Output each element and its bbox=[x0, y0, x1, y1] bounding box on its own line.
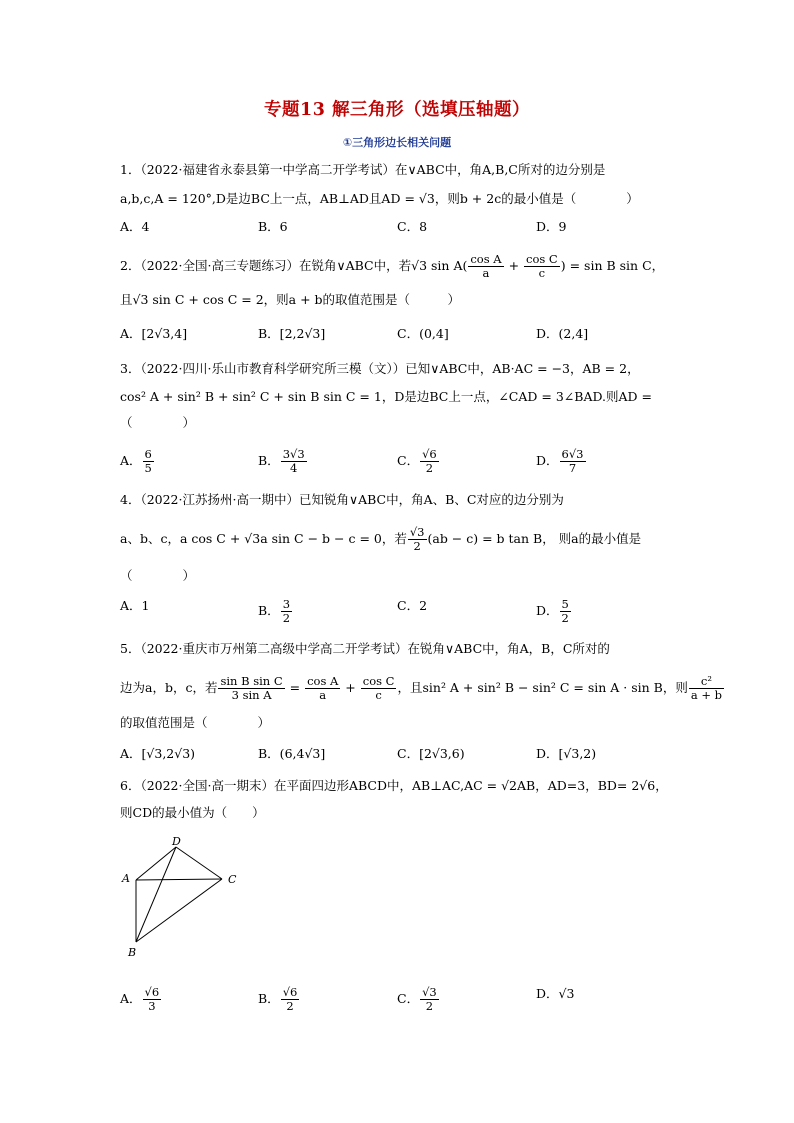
q4-frac-num: √3 bbox=[409, 525, 425, 539]
q2-frac2-num: cos C bbox=[526, 252, 558, 266]
q1-line2: a,b,c,A = 120°,D是边BC上一点，AB⊥AD且AD = √3，则b + 2c的最小值是（ ） bbox=[120, 191, 639, 206]
q4-option-c-text: 2 bbox=[419, 598, 428, 613]
q4-frac-den: 2 bbox=[413, 539, 421, 553]
q4-option-b-num: 3 bbox=[282, 597, 291, 611]
q6-option-b-num: √6 bbox=[282, 985, 298, 999]
q4-option-a-label: A． bbox=[120, 598, 142, 613]
q5-frac4-den: a + b bbox=[690, 688, 723, 702]
q3-option-d-num: 6√3 bbox=[561, 447, 584, 461]
q2-frac1-den: a bbox=[482, 266, 490, 280]
q4-line3: （ ） bbox=[120, 568, 196, 583]
q5-line1: 5．（2022·重庆市万州第二高级中学高二开学考试）在锐角∨ABC中，角A，B，C所对的 bbox=[120, 641, 610, 656]
q3-option-c-label: C． bbox=[397, 453, 420, 468]
edge-AD bbox=[136, 847, 176, 880]
q6-line1: 6．（2022·全国·高一期末）在平面四边形ABCD中，AB⊥AC,AC = √2AB，AD=3，BD= 2√6， bbox=[120, 778, 668, 793]
q4-option-b-den: 2 bbox=[282, 611, 291, 625]
q6-option-c-num: √3 bbox=[422, 985, 437, 999]
q3-option-b-frac bbox=[281, 448, 307, 475]
q4-option-c-label: C． bbox=[397, 598, 420, 613]
q4-option-b[interactable] bbox=[258, 598, 293, 625]
q5-frac4-num: c² bbox=[689, 675, 724, 689]
q5-frac2 bbox=[305, 675, 340, 702]
q2-option-c[interactable]: C．(0,4] bbox=[397, 326, 449, 341]
q4-option-d[interactable] bbox=[536, 598, 572, 625]
q6-line2: 则CD的最小值为（ ） bbox=[120, 805, 265, 820]
q6-option-d[interactable] bbox=[536, 986, 574, 1002]
q5-frac2-num: cos A bbox=[307, 674, 339, 688]
q4-option-b-label: B． bbox=[258, 603, 280, 618]
vertex-label-D: D bbox=[172, 836, 181, 848]
q5-option-c[interactable]: C．[2√3,6) bbox=[397, 746, 465, 761]
q2-frac1-num: cos A bbox=[470, 252, 502, 266]
q6-option-b-label: B． bbox=[258, 991, 280, 1006]
q4-line2 bbox=[120, 526, 680, 553]
q5-option-b[interactable]: B．(6,4√3] bbox=[258, 746, 326, 761]
section-subtitle: ①三角形边长相关问题 bbox=[342, 136, 452, 149]
q1-line1: 1．（2022·福建省永泰县第一中学高二开学考试）在∨ABC中，角A,B,C所对的边分别是 bbox=[120, 162, 606, 177]
q2-line1-start: 2．（2022·全国·高三专题练习）在锐角∨ABC中，若√3 sin A( bbox=[120, 258, 468, 273]
q3-option-c-den: 2 bbox=[425, 461, 434, 475]
q2-plus: + bbox=[504, 258, 524, 273]
q5-frac1 bbox=[218, 675, 284, 702]
q5-line3: 的取值范围是（ ） bbox=[120, 715, 271, 730]
q6-option-a-label: A． bbox=[120, 991, 142, 1006]
q3-option-a-frac bbox=[143, 448, 154, 475]
q3-option-b-label: B． bbox=[258, 453, 280, 468]
q3-option-c-num: √6 bbox=[422, 447, 437, 461]
q3-option-a-label: A． bbox=[120, 453, 142, 468]
vertex-label-A: A bbox=[122, 872, 130, 885]
q5-frac2-den: a bbox=[319, 688, 327, 702]
q5-line2-end: ，且sin² A + sin² B − sin² C = sin A · sin B，则 bbox=[397, 680, 688, 695]
q4-option-d-frac bbox=[560, 598, 571, 625]
q3-option-d-den: 7 bbox=[568, 461, 577, 475]
q6-option-a-num: √6 bbox=[144, 985, 160, 999]
q2-line1 bbox=[120, 253, 680, 280]
q6-option-b[interactable] bbox=[258, 986, 300, 1013]
q4-line1: 4．（2022·江苏扬州·高一期中）已知锐角∨ABC中，角A、B、C对应的边分别为 bbox=[120, 492, 564, 507]
q3-line1: 3．（2022·四川·乐山市教育科学研究所三模（文））已知∨ABC中，AB·AC = −3，AB = 2， bbox=[120, 361, 640, 376]
q1-option-a[interactable]: A．4 bbox=[120, 219, 150, 234]
q2-line1-end: ) = sin B sin C， bbox=[560, 258, 665, 273]
q6-option-a-frac bbox=[143, 986, 162, 1013]
q6-option-c-frac bbox=[420, 986, 439, 1013]
q4-option-d-den: 2 bbox=[561, 611, 569, 625]
q3-option-b[interactable] bbox=[258, 448, 308, 475]
q5-equals: = bbox=[285, 680, 305, 695]
q5-line2-start: 边为a，b，c，若 bbox=[120, 680, 218, 695]
q5-option-a[interactable]: A．[√3,2√3) bbox=[120, 746, 196, 761]
q3-option-c[interactable] bbox=[397, 448, 440, 475]
q4-option-d-num: 5 bbox=[561, 597, 569, 611]
page-title: 专题13 解三角形（选填压轴题） bbox=[264, 100, 530, 120]
q5-frac4 bbox=[689, 675, 724, 702]
vertex-label-B: B bbox=[128, 946, 137, 959]
q3-option-d-frac bbox=[560, 448, 586, 475]
q6-option-b-den: 2 bbox=[286, 999, 294, 1013]
q3-option-b-den: 4 bbox=[290, 461, 298, 475]
q3-option-d-label: D． bbox=[536, 453, 559, 468]
q1-option-d[interactable]: D．9 bbox=[536, 219, 567, 234]
q3-option-a-num: 6 bbox=[144, 447, 152, 461]
q5-frac3 bbox=[361, 675, 397, 702]
q3-option-c-frac bbox=[420, 448, 439, 475]
q4-option-a[interactable] bbox=[120, 598, 149, 614]
q1-option-c[interactable]: C．8 bbox=[397, 219, 428, 234]
q6-option-c-label: C． bbox=[397, 991, 420, 1006]
q4-option-d-label: D． bbox=[536, 603, 559, 618]
q6-option-b-frac bbox=[281, 986, 300, 1013]
q3-option-d[interactable] bbox=[536, 448, 587, 475]
q3-line2: cos² A + sin² B + sin² C + sin B sin C = 1，D是边BC上一点，∠CAD = 3∠BAD.则AD = bbox=[120, 389, 653, 404]
q5-frac1-num: sin B sin C bbox=[220, 674, 283, 688]
edge-DC bbox=[176, 847, 222, 879]
q2-frac2-den: c bbox=[538, 266, 546, 280]
edge-AC bbox=[136, 879, 222, 880]
q3-line3: （ ） bbox=[120, 415, 196, 430]
q5-option-d[interactable]: D．[√3,2) bbox=[536, 746, 597, 761]
q6-option-a[interactable] bbox=[120, 986, 162, 1013]
q2-frac-cosC-c bbox=[524, 253, 560, 280]
q2-frac-cosA-a bbox=[468, 253, 503, 280]
vertex-label-C: C bbox=[228, 873, 237, 886]
quadrilateral-figure bbox=[118, 836, 248, 966]
q5-frac3-den: c bbox=[375, 688, 382, 702]
q4-line2-end: (ab − c) = b tan B， 则a的最小值是 bbox=[427, 531, 642, 546]
q4-option-a-text: 1 bbox=[141, 598, 150, 613]
q6-option-c-den: 2 bbox=[425, 999, 434, 1013]
q6-option-a-den: 3 bbox=[148, 999, 156, 1013]
q3-option-a[interactable] bbox=[120, 448, 155, 475]
q3-option-b-num: 3√3 bbox=[282, 447, 305, 461]
q4-line2-start: a、b、c，a cos C + √3a sin C − b − c = 0，若 bbox=[120, 531, 407, 546]
q6-option-d-text: √3 bbox=[558, 986, 575, 1001]
q1-option-b[interactable]: B．6 bbox=[258, 219, 288, 234]
q6-option-d-label: D． bbox=[536, 986, 559, 1001]
q2-option-a[interactable]: A．[2√3,4] bbox=[120, 326, 188, 341]
q6-option-c[interactable] bbox=[397, 986, 440, 1013]
q4-frac-sqrt3-2 bbox=[408, 526, 427, 553]
q4-option-c[interactable] bbox=[397, 598, 427, 614]
q2-option-b[interactable]: B．[2,2√3] bbox=[258, 326, 326, 341]
q2-line2: 且√3 sin C + cos C = 2，则a + b的取值范围是（ ） bbox=[120, 292, 461, 307]
q3-option-a-den: 5 bbox=[144, 461, 152, 475]
q5-plus: + bbox=[341, 680, 360, 695]
q5-frac1-den: 3 sin A bbox=[231, 688, 272, 702]
q5-frac3-num: cos C bbox=[362, 674, 395, 688]
q5-line2 bbox=[120, 674, 723, 702]
q4-option-b-frac bbox=[281, 598, 292, 625]
q2-option-d[interactable]: D．(2,4] bbox=[536, 326, 589, 341]
